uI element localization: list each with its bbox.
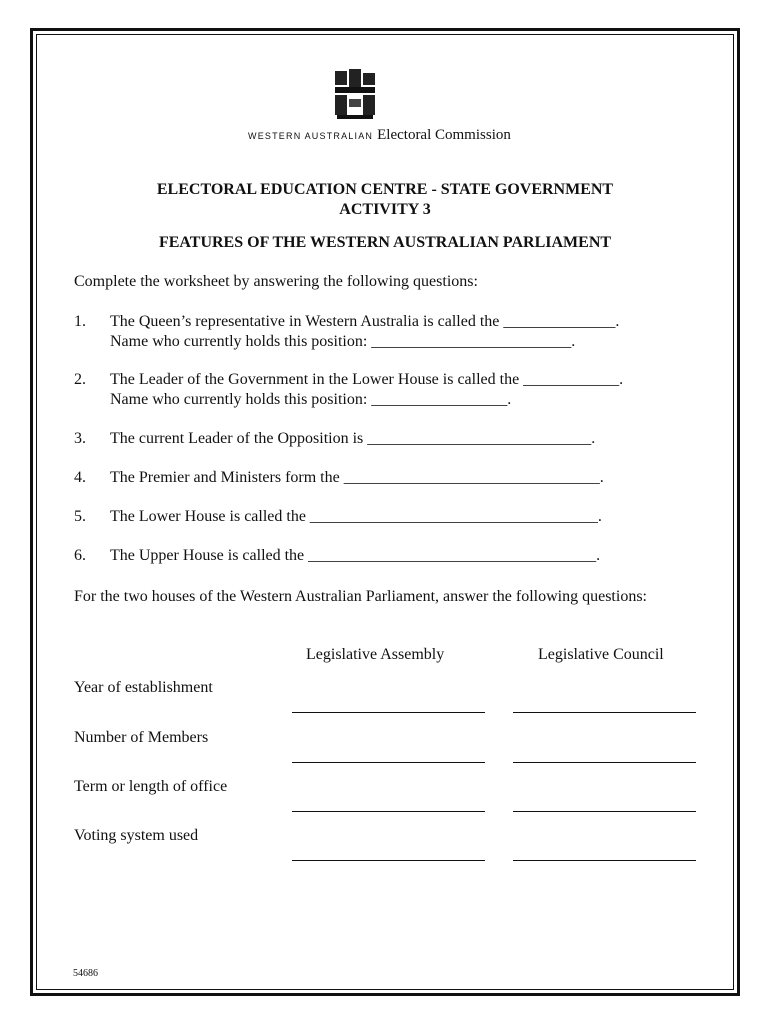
question-number: 5. (74, 508, 86, 525)
answer-line-council-year[interactable] (513, 712, 696, 713)
question-2-line1[interactable]: The Leader of the Government in the Lower House is called the ____________. (110, 371, 624, 388)
answer-line-council-voting[interactable] (513, 860, 696, 861)
question-1-line1[interactable]: The Queen’s representative in Western Australia is called the ______________. (110, 313, 620, 330)
answer-line-council-members[interactable] (513, 762, 696, 763)
question-4[interactable]: The Premier and Ministers form the ________________________________. (110, 469, 604, 486)
row-label-term: Term or length of office (74, 778, 228, 795)
question-3[interactable]: The current Leader of the Opposition is ____________________________. (110, 430, 596, 447)
logo-wordmark (248, 126, 511, 144)
question-6[interactable]: The Upper House is called the ____________________________________. (110, 547, 601, 564)
electoral-commission-logo-icon (333, 69, 377, 121)
question-number: 2. (74, 371, 86, 388)
logo-org-small: WESTERN AUSTRALIAN (248, 131, 374, 141)
worksheet-title-line1: ELECTORAL EDUCATION CENTRE - STATE GOVERNMENT (156, 181, 614, 198)
column-header-legislative-assembly: Legislative Assembly (306, 646, 445, 663)
answer-line-assembly-year[interactable] (292, 712, 485, 713)
row-label-members: Number of Members (74, 729, 209, 746)
answer-line-assembly-term[interactable] (292, 811, 485, 812)
question-1-line2[interactable]: Name who currently holds this position: _________________________. (110, 333, 576, 350)
logo-org-big: Electoral Commission (377, 127, 511, 143)
answer-line-assembly-members[interactable] (292, 762, 485, 763)
instructions: Complete the worksheet by answering the following questions: (74, 273, 478, 290)
question-number: 3. (74, 430, 86, 447)
question-number: 4. (74, 469, 86, 486)
houses-intro: For the two houses of the Western Australian Parliament, answer the following questions: (74, 588, 647, 605)
answer-line-assembly-voting[interactable] (292, 860, 485, 861)
answer-line-council-term[interactable] (513, 811, 696, 812)
column-header-legislative-council: Legislative Council (538, 646, 664, 663)
question-number: 1. (74, 313, 86, 330)
question-number: 6. (74, 547, 86, 564)
document-number: 54686 (73, 968, 98, 979)
question-5[interactable]: The Lower House is called the ____________________________________. (110, 508, 602, 525)
row-label-voting: Voting system used (74, 827, 199, 844)
row-label-year: Year of establishment (74, 679, 213, 696)
question-2-line2[interactable]: Name who currently holds this position: _________________. (110, 391, 512, 408)
worksheet-title-line2: ACTIVITY 3 (339, 201, 431, 218)
worksheet-subtitle: FEATURES OF THE WESTERN AUSTRALIAN PARLIAMENT (158, 234, 612, 251)
